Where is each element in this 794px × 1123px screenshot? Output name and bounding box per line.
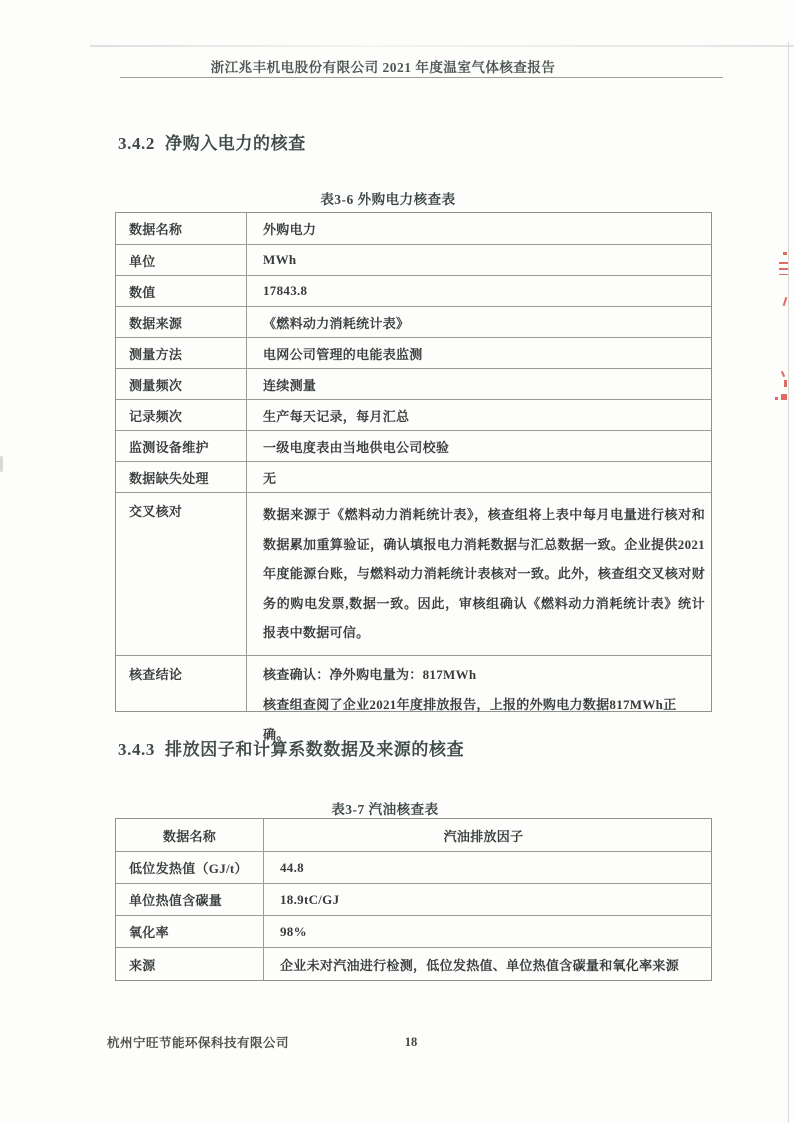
row-value: 电网公司管理的电能表监测 [263, 346, 423, 362]
section-title: 排放因子和计算系数数据及来源的核查 [165, 740, 465, 759]
table-row [116, 306, 711, 337]
table-row [116, 275, 711, 306]
row-label: 氧化率 [116, 916, 264, 947]
table-row [116, 883, 711, 915]
row-label: 数据名称 [116, 213, 247, 244]
row-label: 监测设备维护 [116, 431, 247, 461]
section-number: 3.4.3 [118, 740, 155, 759]
section-number: 3.4.2 [118, 134, 155, 153]
table-3-6-caption: 表3-6 外购电力核查表 [320, 192, 456, 207]
scan-edge-blob [0, 456, 3, 472]
row-value: 44.8 [280, 859, 304, 875]
running-header-title: 浙江兆丰机电股份有限公司 2021 年度温室气体核查报告 [210, 60, 556, 75]
row-value [247, 656, 711, 742]
table-row [116, 337, 711, 368]
scan-smudge-artifact [90, 45, 794, 47]
table-row-cross-check [116, 492, 711, 655]
table-row [116, 399, 711, 430]
row-label: 交叉核对 [116, 493, 247, 655]
red-annotation-mark [784, 380, 787, 387]
table-row-conclusion [116, 655, 711, 742]
table-row [116, 213, 711, 244]
section-title: 净购入电力的核查 [165, 134, 306, 153]
row-label: 测量方法 [116, 338, 247, 368]
red-annotation-mark [783, 297, 788, 306]
row-label: 记录频次 [116, 400, 247, 430]
row-label: 来源 [116, 948, 264, 980]
table-row [116, 851, 711, 883]
table-row [116, 461, 711, 492]
row-label: 单位热值含碳量 [116, 884, 264, 915]
footer-company-name: 杭州宁旺节能环保科技有限公司 [107, 1036, 290, 1050]
row-value: 连续测量 [263, 377, 317, 393]
row-label: 数值 [116, 276, 247, 306]
row-label: 低位发热值（GJ/t） [116, 852, 264, 883]
table-header-row [116, 819, 711, 851]
conclusion-line-2: 核查组查阅了企业2021年度排放报告，上报的外购电力数据817MWh正确。 [263, 697, 677, 742]
header-col-label: 数据名称 [116, 819, 264, 851]
table-row [116, 368, 711, 399]
row-label: 核查结论 [116, 656, 247, 711]
red-annotation-mark [783, 252, 787, 255]
table-3-7-caption: 表3-7 汽油核查表 [331, 802, 439, 817]
table-row [116, 244, 711, 275]
row-label: 数据来源 [116, 307, 247, 337]
scan-edge-line [788, 42, 789, 1123]
section-heading-342 [118, 129, 306, 154]
section-heading-343 [118, 735, 464, 760]
table-3-7 [115, 818, 712, 981]
row-label: 数据缺失处理 [116, 462, 247, 492]
red-annotation-mark [775, 397, 778, 400]
row-value: 无 [263, 470, 277, 486]
red-annotation-mark [779, 262, 788, 279]
red-annotation-mark [781, 394, 787, 400]
footer-page-number: 18 [404, 1035, 418, 1049]
row-value: 一级电度表由当地供电公司校验 [263, 439, 450, 455]
row-label: 单位 [116, 245, 247, 275]
row-value: 18.9tC/GJ [280, 891, 340, 907]
row-value: 外购电力 [263, 222, 317, 237]
header-col-value: 汽油排放因子 [443, 828, 524, 844]
row-value: 98% [280, 923, 307, 939]
table-3-6 [115, 212, 712, 742]
row-value: 企业未对汽油进行检测，低位发热值、单位热值含碳量和氧化率来源 [280, 957, 680, 973]
table-row [116, 947, 711, 980]
row-value: 数据来源于《燃料动力消耗统计表》，核查组将上表中每月电量进行核对和数据累加重算验证，确认填报电力消耗数据与汇总数据一致。企业提供2021年度能源台账，与燃料动力消耗统计表核对一致。此外，核查组交叉核对财务的购电发票,数据一致。因此，审核组确认《燃料动力消耗统计表》统计报表中数据可信。 [263, 507, 705, 640]
table-row [116, 915, 711, 947]
row-value: 17843.8 [263, 283, 308, 298]
red-annotation-mark [781, 371, 785, 377]
conclusion-line-1: 核查确认：净外购电量为：817MWh [263, 667, 477, 682]
row-label: 测量频次 [116, 369, 247, 399]
row-value: 《燃料动力消耗统计表》 [263, 315, 410, 331]
header-rule [120, 77, 723, 78]
row-value: 生产每天记录，每月汇总 [263, 408, 410, 424]
row-value: MWh [263, 252, 297, 267]
table-row [116, 430, 711, 461]
